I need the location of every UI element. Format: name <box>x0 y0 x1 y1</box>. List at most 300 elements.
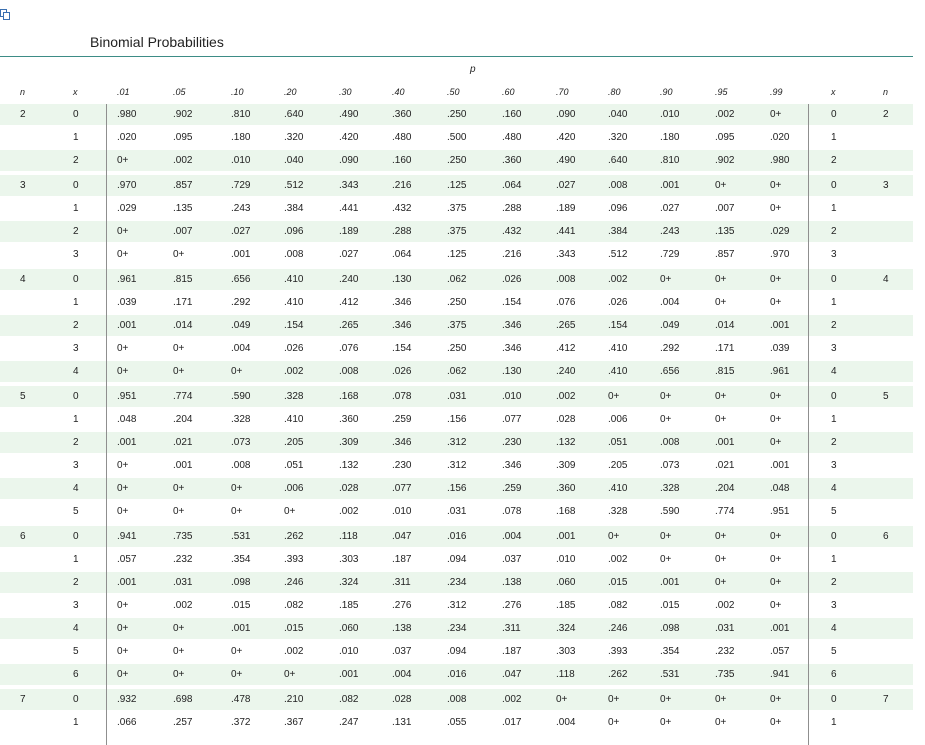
header-p: .10 <box>231 87 244 97</box>
cell-prob: .060 <box>339 623 359 634</box>
header-p: .50 <box>447 87 460 97</box>
cell-x: 3 <box>73 343 79 354</box>
cell-prob: .010 <box>502 391 522 402</box>
cell-prob: .500 <box>447 132 467 143</box>
cell-prob: .729 <box>660 249 680 260</box>
cell-prob: .031 <box>715 623 735 634</box>
header-p: .20 <box>284 87 297 97</box>
cell-prob: 0+ <box>231 646 243 657</box>
cell-prob: 0+ <box>770 297 782 308</box>
cell-x: 1 <box>73 414 79 425</box>
cell-prob: .027 <box>339 249 359 260</box>
cell-prob: .026 <box>392 366 412 377</box>
cell-prob: .288 <box>502 203 522 214</box>
cell-prob: 0+ <box>231 506 243 517</box>
cell-x-right: 0 <box>831 391 837 402</box>
cell-prob: 0+ <box>608 391 620 402</box>
cell-prob: 0+ <box>173 343 185 354</box>
cell-prob: 0+ <box>770 203 782 214</box>
cell-prob: .001 <box>231 249 251 260</box>
cell-x: 4 <box>73 483 79 494</box>
cell-prob: .017 <box>502 717 522 728</box>
table-row <box>0 361 913 382</box>
cell-x: 2 <box>73 155 79 166</box>
cell-prob: 0+ <box>284 669 296 680</box>
cell-prob: .420 <box>339 132 359 143</box>
cell-prob: .026 <box>608 297 628 308</box>
cell-prob: .154 <box>392 343 412 354</box>
cell-prob: .010 <box>660 109 680 120</box>
cell-prob: 0+ <box>715 391 727 402</box>
cell-prob: .160 <box>392 155 412 166</box>
cell-prob: 0+ <box>770 391 782 402</box>
cell-prob: .008 <box>608 180 628 191</box>
cell-prob: .031 <box>447 391 467 402</box>
cell-prob: .961 <box>117 274 137 285</box>
cell-prob: .656 <box>660 366 680 377</box>
cell-n-right: 4 <box>883 274 889 285</box>
cell-prob: .002 <box>715 600 735 611</box>
cell-prob: .168 <box>556 506 576 517</box>
cell-prob: .815 <box>173 274 193 285</box>
cell-prob: .001 <box>339 669 359 680</box>
cell-prob: 0+ <box>117 460 129 471</box>
cell-x: 3 <box>73 460 79 471</box>
cell-prob: 0+ <box>284 506 296 517</box>
copy-icon[interactable] <box>0 9 10 21</box>
cell-prob: .324 <box>339 577 359 588</box>
table-row <box>0 104 913 125</box>
cell-prob: .205 <box>284 437 304 448</box>
cell-x: 0 <box>73 180 79 191</box>
cell-prob: .735 <box>715 669 735 680</box>
header-p: .80 <box>608 87 621 97</box>
cell-prob: .180 <box>660 132 680 143</box>
column-divider <box>808 104 809 745</box>
cell-prob: .171 <box>715 343 735 354</box>
table-row <box>0 689 913 710</box>
cell-x: 2 <box>73 437 79 448</box>
cell-prob: .774 <box>715 506 735 517</box>
cell-prob: .064 <box>502 180 522 191</box>
cell-prob: .774 <box>173 391 193 402</box>
cell-prob: .232 <box>715 646 735 657</box>
header-x: x <box>73 87 78 97</box>
cell-prob: .204 <box>173 414 193 425</box>
cell-prob: .008 <box>660 437 680 448</box>
cell-prob: 0+ <box>770 437 782 448</box>
cell-prob: .384 <box>284 203 304 214</box>
cell-prob: .002 <box>284 646 304 657</box>
p-axis-label: p <box>470 64 476 75</box>
cell-prob: 0+ <box>173 646 185 657</box>
cell-prob: .410 <box>284 297 304 308</box>
cell-x-right: 1 <box>831 203 837 214</box>
cell-prob: .810 <box>660 155 680 166</box>
cell-prob: .189 <box>556 203 576 214</box>
cell-prob: .029 <box>117 203 137 214</box>
cell-x: 1 <box>73 717 79 728</box>
cell-x: 0 <box>73 694 79 705</box>
cell-prob: .051 <box>608 437 628 448</box>
cell-prob: .168 <box>339 391 359 402</box>
cell-n-right: 5 <box>883 391 889 402</box>
cell-prob: .346 <box>392 320 412 331</box>
cell-prob: .171 <box>173 297 193 308</box>
cell-prob: .372 <box>231 717 251 728</box>
cell-prob: .354 <box>231 554 251 565</box>
cell-prob: .090 <box>339 155 359 166</box>
cell-prob: 0+ <box>715 414 727 425</box>
cell-prob: 0+ <box>770 600 782 611</box>
cell-prob: .135 <box>173 203 193 214</box>
cell-x-right: 2 <box>831 320 837 331</box>
cell-prob: .441 <box>339 203 359 214</box>
cell-prob: .014 <box>715 320 735 331</box>
cell-prob: .189 <box>339 226 359 237</box>
table-row <box>0 386 913 407</box>
cell-prob: 0+ <box>117 623 129 634</box>
cell-prob: .001 <box>556 531 576 542</box>
cell-x-right: 0 <box>831 180 837 191</box>
cell-prob: .073 <box>660 460 680 471</box>
cell-prob: 0+ <box>117 343 129 354</box>
cell-prob: .902 <box>173 109 193 120</box>
cell-prob: .478 <box>231 694 251 705</box>
cell-n: 3 <box>20 180 26 191</box>
cell-prob: .292 <box>231 297 251 308</box>
cell-prob: 0+ <box>660 717 672 728</box>
cell-prob: .125 <box>447 249 467 260</box>
cell-prob: .156 <box>447 483 467 494</box>
cell-prob: .006 <box>284 483 304 494</box>
cell-prob: .021 <box>715 460 735 471</box>
cell-prob: .027 <box>231 226 251 237</box>
cell-x: 5 <box>73 506 79 517</box>
cell-prob: .096 <box>284 226 304 237</box>
cell-x-right: 1 <box>831 297 837 308</box>
cell-prob: .028 <box>339 483 359 494</box>
cell-prob: 0+ <box>715 297 727 308</box>
cell-prob: .216 <box>502 249 522 260</box>
cell-x-right: 2 <box>831 226 837 237</box>
cell-prob: .205 <box>608 460 628 471</box>
cell-prob: 0+ <box>173 483 185 494</box>
cell-prob: .410 <box>608 343 628 354</box>
table-row <box>0 526 913 547</box>
cell-prob: 0+ <box>770 717 782 728</box>
cell-x: 1 <box>73 132 79 143</box>
cell-prob: 0+ <box>608 694 620 705</box>
cell-prob: .328 <box>660 483 680 494</box>
cell-prob: .002 <box>556 391 576 402</box>
cell-prob: .735 <box>173 531 193 542</box>
cell-prob: .004 <box>392 669 412 680</box>
cell-prob: .320 <box>608 132 628 143</box>
cell-prob: 0+ <box>770 274 782 285</box>
cell-prob: .131 <box>392 717 412 728</box>
table-row <box>0 664 913 685</box>
cell-x: 0 <box>73 531 79 542</box>
cell-prob: .154 <box>284 320 304 331</box>
cell-x-right: 0 <box>831 274 837 285</box>
table-row <box>0 338 913 359</box>
cell-prob: .118 <box>339 531 358 542</box>
cell-prob: .729 <box>231 180 251 191</box>
table-row <box>0 618 913 639</box>
cell-prob: .008 <box>231 460 251 471</box>
cell-prob: .001 <box>231 623 251 634</box>
cell-prob: .262 <box>608 669 628 680</box>
cell-x-right: 0 <box>831 531 837 542</box>
cell-prob: .250 <box>447 343 467 354</box>
cell-x: 5 <box>73 646 79 657</box>
cell-prob: .210 <box>284 694 304 705</box>
table-row <box>0 244 913 265</box>
cell-prob: .095 <box>173 132 193 143</box>
cell-prob: .001 <box>117 577 137 588</box>
cell-prob: .951 <box>770 506 790 517</box>
cell-n: 6 <box>20 531 26 542</box>
cell-prob: .060 <box>556 577 576 588</box>
table-row <box>0 478 913 499</box>
cell-prob: .015 <box>608 577 628 588</box>
cell-prob: .001 <box>770 320 790 331</box>
cell-prob: .021 <box>173 437 193 448</box>
header-p: .40 <box>392 87 405 97</box>
cell-prob: .001 <box>117 437 137 448</box>
cell-prob: .077 <box>392 483 412 494</box>
cell-prob: .002 <box>502 694 522 705</box>
cell-prob: .010 <box>392 506 412 517</box>
cell-prob: 0+ <box>173 506 185 517</box>
cell-prob: .375 <box>447 203 467 214</box>
cell-prob: .265 <box>339 320 359 331</box>
cell-prob: .004 <box>231 343 251 354</box>
cell-prob: .082 <box>339 694 359 705</box>
cell-prob: .160 <box>502 109 522 120</box>
table-row <box>0 150 913 171</box>
cell-prob: .531 <box>231 531 251 542</box>
cell-prob: 0+ <box>117 483 129 494</box>
cell-prob: .132 <box>556 437 576 448</box>
cell-prob: 0+ <box>715 180 727 191</box>
cell-prob: .055 <box>447 717 467 728</box>
cell-prob: .512 <box>608 249 628 260</box>
cell-prob: .324 <box>556 623 576 634</box>
cell-prob: .970 <box>770 249 790 260</box>
header-p: .60 <box>502 87 515 97</box>
cell-x-right: 5 <box>831 506 837 517</box>
cell-prob: .094 <box>447 646 467 657</box>
cell-prob: .047 <box>502 669 522 680</box>
column-divider <box>106 104 107 745</box>
cell-prob: .432 <box>392 203 412 214</box>
cell-prob: 0+ <box>715 554 727 565</box>
cell-prob: .410 <box>608 483 628 494</box>
header-p: .90 <box>660 87 673 97</box>
cell-prob: .016 <box>447 669 467 680</box>
cell-prob: .015 <box>231 600 251 611</box>
cell-prob: 0+ <box>117 646 129 657</box>
cell-prob: .002 <box>608 554 628 565</box>
cell-prob: .980 <box>117 109 137 120</box>
cell-prob: .354 <box>660 646 680 657</box>
cell-prob: .410 <box>284 414 304 425</box>
header-x-right: x <box>831 87 836 97</box>
cell-prob: .312 <box>447 600 467 611</box>
cell-prob: .309 <box>556 460 576 471</box>
cell-prob: .014 <box>173 320 193 331</box>
cell-prob: .098 <box>660 623 680 634</box>
cell-prob: .346 <box>392 297 412 308</box>
cell-prob: .590 <box>231 391 251 402</box>
cell-prob: .360 <box>392 109 412 120</box>
cell-prob: .132 <box>339 460 359 471</box>
cell-prob: .006 <box>608 414 628 425</box>
cell-x: 1 <box>73 297 79 308</box>
cell-prob: .216 <box>392 180 412 191</box>
cell-prob: .028 <box>392 694 412 705</box>
cell-prob: .026 <box>284 343 304 354</box>
header-p: .70 <box>556 87 569 97</box>
cell-prob: .441 <box>556 226 576 237</box>
cell-prob: .941 <box>770 669 790 680</box>
title-rule <box>0 56 913 57</box>
cell-prob: .328 <box>284 391 304 402</box>
cell-prob: .810 <box>231 109 251 120</box>
cell-prob: .246 <box>284 577 304 588</box>
cell-prob: .082 <box>284 600 304 611</box>
cell-prob: 0+ <box>770 109 782 120</box>
cell-n: 2 <box>20 109 26 120</box>
cell-prob: .204 <box>715 483 735 494</box>
cell-prob: 0+ <box>660 274 672 285</box>
cell-prob: .346 <box>392 437 412 448</box>
cell-x-right: 0 <box>831 694 837 705</box>
cell-prob: .007 <box>715 203 735 214</box>
cell-prob: .375 <box>447 226 467 237</box>
cell-prob: .303 <box>556 646 576 657</box>
cell-prob: 0+ <box>660 391 672 402</box>
cell-prob: 0+ <box>117 506 129 517</box>
cell-prob: 0+ <box>231 366 243 377</box>
cell-prob: .154 <box>502 297 522 308</box>
cell-x-right: 4 <box>831 623 837 634</box>
cell-prob: .412 <box>556 343 576 354</box>
cell-n: 7 <box>20 694 26 705</box>
header-n-right: n <box>883 87 889 97</box>
cell-prob: .490 <box>339 109 359 120</box>
cell-prob: .001 <box>660 180 680 191</box>
cell-prob: 0+ <box>608 717 620 728</box>
cell-prob: .066 <box>117 717 137 728</box>
cell-prob: .047 <box>392 531 412 542</box>
cell-x: 2 <box>73 577 79 588</box>
cell-prob: .073 <box>231 437 251 448</box>
cell-prob: .311 <box>502 623 521 634</box>
cell-prob: .010 <box>556 554 576 565</box>
cell-prob: .292 <box>660 343 680 354</box>
cell-prob: .040 <box>284 155 304 166</box>
cell-prob: .031 <box>447 506 467 517</box>
cell-prob: .016 <box>447 531 467 542</box>
cell-prob: .815 <box>715 366 735 377</box>
cell-prob: 0+ <box>715 694 727 705</box>
cell-prob: .480 <box>502 132 522 143</box>
cell-prob: .531 <box>660 669 680 680</box>
cell-prob: .185 <box>556 600 576 611</box>
cell-prob: 0+ <box>117 669 129 680</box>
cell-prob: .311 <box>392 577 411 588</box>
cell-prob: .232 <box>173 554 193 565</box>
cell-prob: .312 <box>447 437 467 448</box>
table-row <box>0 198 913 219</box>
cell-prob: .031 <box>173 577 193 588</box>
cell-prob: .049 <box>231 320 251 331</box>
cell-prob: .015 <box>284 623 304 634</box>
cell-prob: .328 <box>608 506 628 517</box>
cell-prob: .118 <box>556 669 575 680</box>
cell-x-right: 1 <box>831 414 837 425</box>
cell-x: 0 <box>73 274 79 285</box>
table-row <box>0 127 913 148</box>
cell-prob: .028 <box>556 414 576 425</box>
cell-prob: .980 <box>770 155 790 166</box>
cell-prob: .410 <box>608 366 628 377</box>
cell-prob: .039 <box>117 297 137 308</box>
table-row <box>0 315 913 336</box>
cell-prob: .138 <box>502 577 522 588</box>
table-row <box>0 269 913 290</box>
cell-prob: .077 <box>502 414 522 425</box>
cell-prob: .049 <box>660 320 680 331</box>
header-p: .30 <box>339 87 352 97</box>
cell-prob: .490 <box>556 155 576 166</box>
cell-prob: .026 <box>502 274 522 285</box>
cell-prob: .250 <box>447 109 467 120</box>
cell-prob: .698 <box>173 694 193 705</box>
cell-prob: .010 <box>339 646 359 657</box>
cell-prob: .098 <box>231 577 251 588</box>
cell-prob: .259 <box>392 414 412 425</box>
cell-prob: .008 <box>447 694 467 705</box>
cell-prob: .902 <box>715 155 735 166</box>
cell-x-right: 1 <box>831 554 837 565</box>
cell-x: 2 <box>73 226 79 237</box>
cell-prob: 0+ <box>173 669 185 680</box>
cell-prob: .262 <box>284 531 304 542</box>
cell-prob: .640 <box>284 109 304 120</box>
cell-prob: .320 <box>284 132 304 143</box>
cell-prob: .512 <box>284 180 304 191</box>
cell-prob: .095 <box>715 132 735 143</box>
cell-prob: 0+ <box>117 366 129 377</box>
cell-prob: .062 <box>447 274 467 285</box>
cell-x-right: 1 <box>831 717 837 728</box>
cell-x-right: 1 <box>831 132 837 143</box>
cell-prob: .001 <box>173 460 193 471</box>
cell-prob: .082 <box>608 600 628 611</box>
cell-prob: .001 <box>660 577 680 588</box>
cell-x-right: 2 <box>831 577 837 588</box>
cell-prob: .346 <box>502 343 522 354</box>
cell-prob: .240 <box>339 274 359 285</box>
table-row <box>0 221 913 242</box>
cell-prob: .090 <box>556 109 576 120</box>
cell-prob: .243 <box>660 226 680 237</box>
cell-prob: .328 <box>231 414 251 425</box>
